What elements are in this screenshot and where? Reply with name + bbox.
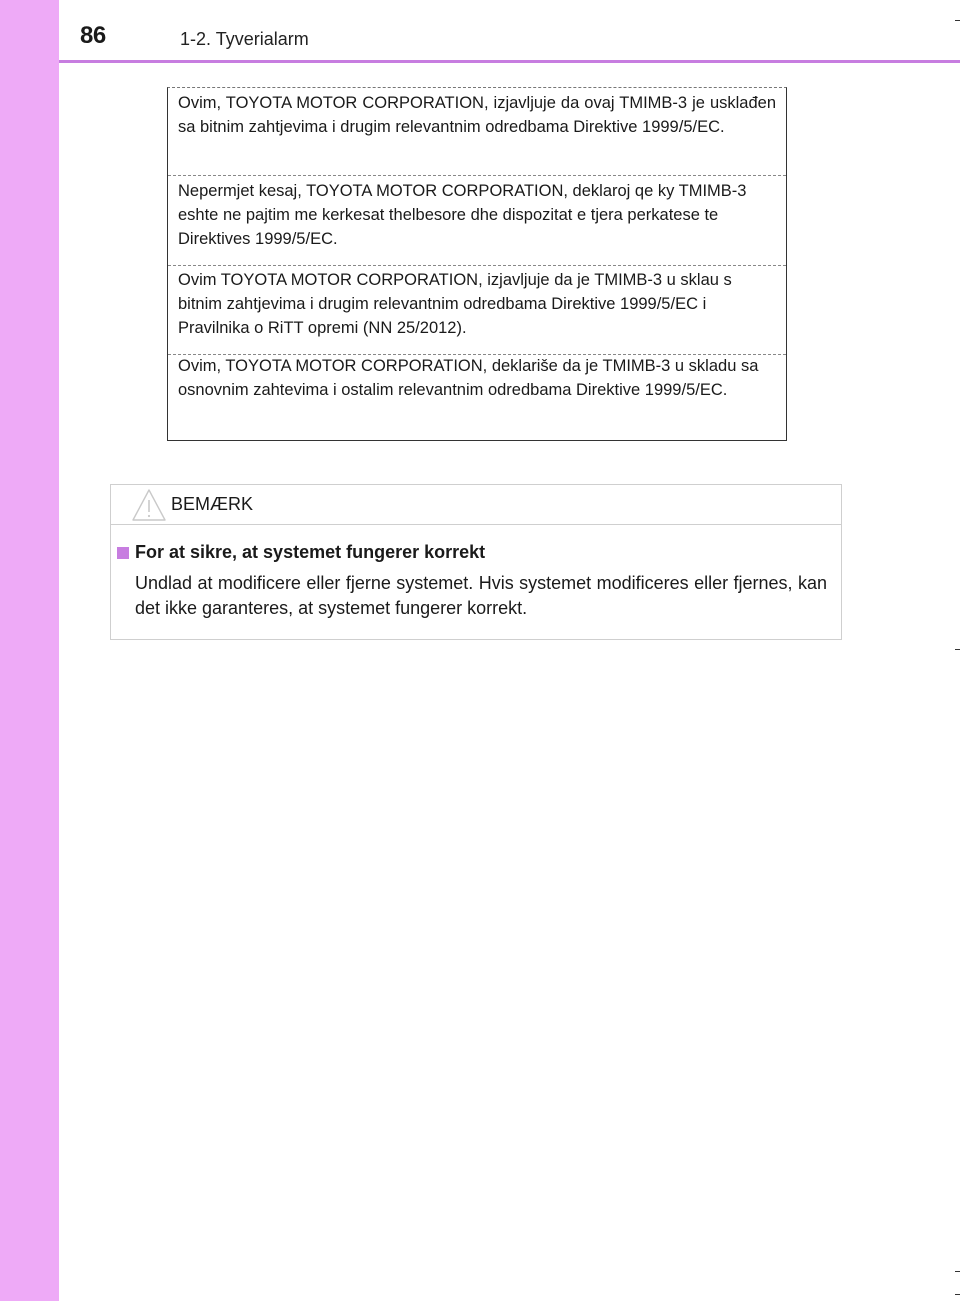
- note-box: [110, 484, 842, 640]
- note-header: [111, 485, 841, 525]
- note-heading: For at sikre, at systemet fungerer korrekt: [135, 542, 486, 562]
- declaration-box: [167, 87, 787, 441]
- header-rule: [59, 60, 960, 63]
- declaration-divider: [168, 265, 786, 266]
- note-title: BEMÆRK: [171, 494, 254, 514]
- side-tab-bar: [0, 0, 59, 1301]
- declaration-divider: [168, 175, 786, 176]
- declaration-croatian: Ovim TOYOTA MOTOR CORPORATION, izjavljuje da je TMIMB-3 u sklau s bitnim zahtjevima i drugim relevantnim odredbama Direktive 1999/5/EC i Pravilnika o RiTT opremi (NN 25/2012).: [178, 271, 732, 337]
- note-body: Undlad at modificere eller fjerne systemet. Hvis systemet modificeres eller fjernes, kan det ikke garanteres, at systemet fungerer korrekt.: [135, 573, 827, 618]
- declaration-albanian: Nepermjet kesaj, TOYOTA MOTOR CORPORATION, deklaroj qe ky TMIMB-3 eshte ne pajtim me kerkesat thelbesore dhe dispozitat e tjera perkatese te Direktives 1999/5/EC.: [178, 182, 747, 248]
- declaration-bosnian: Ovim, TOYOTA MOTOR CORPORATION, izjavljuje da ovaj TMIMB-3 je usklađen sa bitnim zahtjevima i drugim relevantnim odredbama Direktive 1999/5/EC.: [178, 94, 776, 136]
- crop-mark: [955, 1294, 960, 1295]
- crop-mark: [955, 649, 960, 650]
- section-title: 1-2. Tyverialarm: [180, 29, 309, 49]
- crop-mark: [955, 20, 960, 21]
- declaration-serbian: Ovim, TOYOTA MOTOR CORPORATION, deklariše da je TMIMB-3 u skladu sa osnovnim zahtevima i ostalim relevantnim odredbama Direktive 1999/5/EC.: [178, 357, 759, 399]
- crop-mark: [955, 1271, 960, 1272]
- warning-triangle-icon: [131, 488, 167, 522]
- square-bullet-icon: [117, 547, 129, 559]
- page-number: 86: [80, 22, 106, 49]
